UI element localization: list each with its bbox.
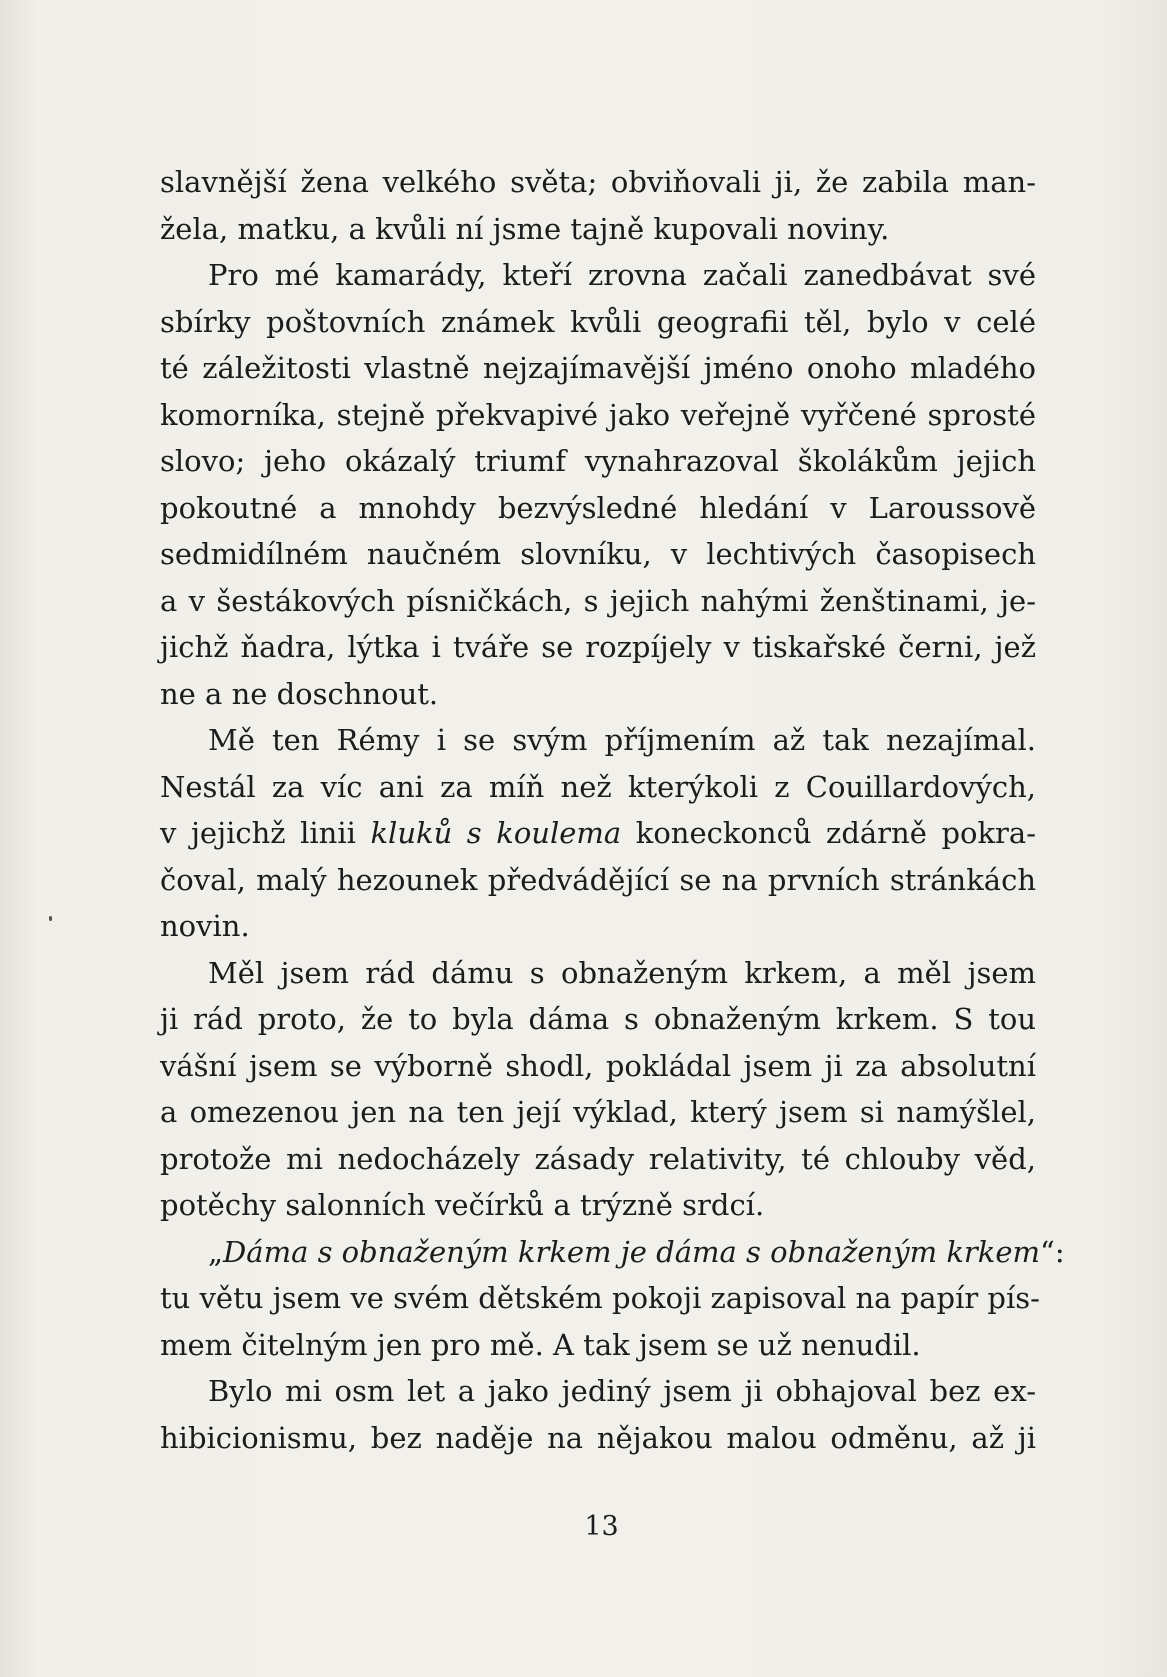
paragraph-start-line: Pro mé kamarády, kteří zrovna začali zanedbávat své xyxy=(208,258,1036,292)
text-line: pokoutné a mnohdy bezvýsledné hledání v Laroussově xyxy=(160,490,1036,525)
text-line: novin. xyxy=(160,909,250,943)
text-line: slovo; jeho okázalý triumf vynahrazoval školákům jejich xyxy=(160,444,1036,478)
paragraph-start-line: Měl jsem rád dámu s obnaženým krkem, a měl jsem xyxy=(208,955,1036,990)
text-line: potěchy salonních večírků a trýzně srdcí. xyxy=(160,1188,765,1222)
text-line: a v šestákových písničkách, s jejich nahými ženštinami, je- xyxy=(160,583,1036,618)
text-line: protože mi nedocházely zásady relativity, té chlouby věd, xyxy=(160,1141,1036,1176)
text-line: jichž ňadra, lýtka i tváře se rozpíjely v tiskařské černi, jež xyxy=(160,630,1036,664)
text-line: ne a ne doschnout. xyxy=(160,676,439,711)
body-text xyxy=(160,159,1065,1461)
text-line: ji rád proto, že to byla dáma s obnaženým krkem. S tou xyxy=(160,1002,1036,1036)
text-line: hibicionismu, bez naděje na nějakou malou odměnu, až ji xyxy=(160,1420,1036,1455)
text-line: vášní jsem se výborně shodl, pokládal jsem ji za absolutní xyxy=(160,1048,1036,1083)
paragraph-start-line: „Dáma s obnaženým krkem je dáma s obnaženým krkem“: xyxy=(208,1234,1065,1269)
text-line: mem čitelným jen pro mě. A tak jsem se už nenudil. xyxy=(160,1327,921,1362)
text-line: v jejichž linii kluků s koulema koneckonců zdárně pokra- xyxy=(160,816,1036,850)
text-line: sedmidílném naučném slovníku, v lechtivých časopisech xyxy=(160,537,1036,571)
paragraph-start-line: Bylo mi osm let a jako jediný jsem ji obhajoval bez ex- xyxy=(208,1374,1036,1408)
text-line: žela, matku, a kvůli ní jsme tajně kupovali noviny. xyxy=(160,211,890,246)
text-line: té záležitosti vlastně nejzajímavější jméno onoho mladého xyxy=(160,351,1036,385)
italic-quote: Dáma s obnaženým krkem je dáma s obnaženým krkem xyxy=(223,1234,1040,1269)
text-line: a omezenou jen na ten její výklad, který jsem si namýšlel, xyxy=(160,1095,1036,1129)
text-line: komorníka, stejně překvapivé jako veřejně vyřčené sprosté xyxy=(160,397,1036,432)
text-line: Nestál za víc ani za míň než kterýkoli z Couillardových, xyxy=(160,769,1036,804)
paragraph-start-line: Mě ten Rémy i se svým příjmením až tak nezajímal. xyxy=(208,723,1036,757)
paper-speck xyxy=(49,916,52,921)
italic-phrase: kluků s koulema xyxy=(370,816,622,850)
page-number: 13 xyxy=(584,1511,619,1542)
text-line: tu větu jsem ve svém dětském pokoji zapisoval na papír pís- xyxy=(160,1281,1040,1315)
text-line: sbírky poštovních známek kvůli geografii těl, bylo v celé xyxy=(160,304,1036,339)
text-line: slavnější žena velkého světa; obviňovali ji, že zabila man- xyxy=(160,165,1036,199)
text-line: čoval, malý hezounek předvádějící se na prvních stránkách xyxy=(160,862,1036,897)
